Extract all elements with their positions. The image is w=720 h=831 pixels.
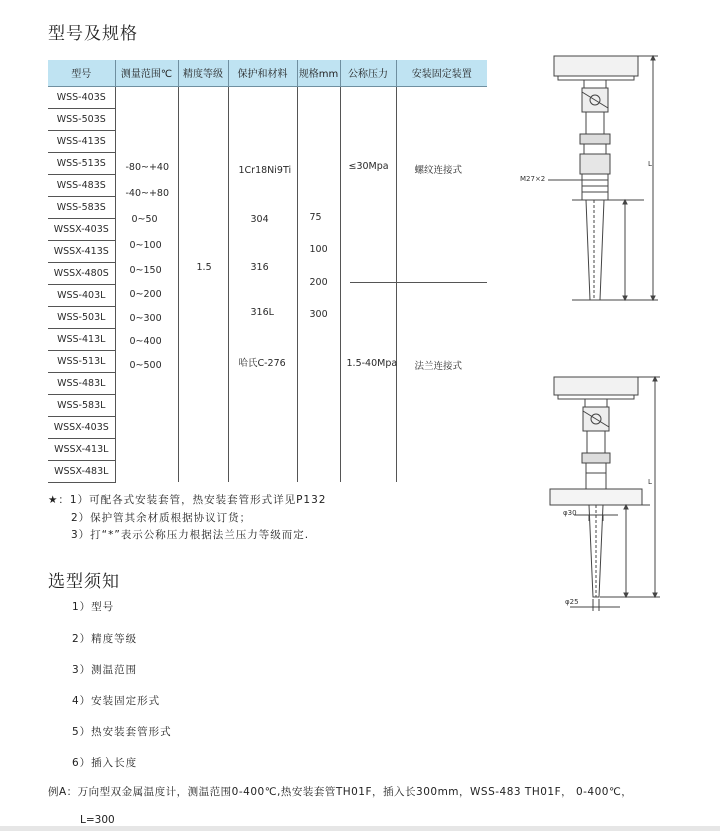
- material-value: 316: [250, 261, 269, 273]
- model-cell: WSS-503L: [48, 306, 115, 328]
- header-material: 保护和材料: [228, 60, 297, 86]
- notes: [48, 492, 326, 545]
- material-value: 哈氏C-276: [238, 357, 286, 369]
- model-cell: WSS-403S: [48, 86, 115, 108]
- selection-item: 1）型号: [72, 601, 115, 613]
- range-column: [115, 86, 178, 482]
- size-value: 200: [309, 276, 328, 288]
- mount-value-lower: 法兰连接式: [414, 360, 463, 372]
- selection-item: 5）热安装套管形式: [72, 726, 172, 738]
- model-cell: WSS-413L: [48, 328, 115, 350]
- model-cell: WSSX-480S: [48, 262, 115, 284]
- example-line-2: L=300: [80, 814, 115, 826]
- size-column: [297, 86, 340, 482]
- size-value: 300: [309, 308, 328, 320]
- thread-label: M27×2: [520, 175, 546, 183]
- range-value: 0~500: [129, 359, 162, 371]
- mount-value-upper: 螺纹连接式: [414, 164, 463, 176]
- header-range: 测量范围℃: [115, 60, 178, 86]
- header-model: 型号: [48, 60, 115, 86]
- model-cell: WSS-403L: [48, 284, 115, 306]
- diameter-30-label: φ30: [563, 509, 577, 517]
- mount-column: [396, 86, 487, 482]
- section-title-selection: 选型须知: [48, 572, 120, 592]
- material-value: 316L: [250, 306, 274, 318]
- model-cell: WSS-483L: [48, 372, 115, 394]
- range-value: -40~+80: [125, 187, 170, 199]
- model-cell: WSSX-403S: [48, 416, 115, 438]
- material-value: 304: [250, 213, 269, 225]
- model-cell: WSS-513L: [48, 350, 115, 372]
- flanged-thermometer-drawing: [530, 373, 670, 613]
- note-1: ★：1）可配各式安装套管，热安装套管形式详见P132: [48, 494, 327, 506]
- diameter-25-label: φ25: [565, 598, 579, 606]
- range-value: 0~150: [129, 264, 162, 276]
- model-cell: WSS-413S: [48, 130, 115, 152]
- accuracy-value: 1.5: [196, 261, 212, 273]
- model-cell: WSS-513S: [48, 152, 115, 174]
- pressure-value-upper: ≤30Mpa: [348, 160, 389, 172]
- model-cell: WSSX-403S: [48, 218, 115, 240]
- header-pressure: 公称压力: [340, 60, 396, 86]
- length-label-top: L: [648, 160, 652, 168]
- selection-item: 6）插入长度: [72, 757, 138, 769]
- header-accuracy: 精度等级: [178, 60, 228, 86]
- selection-item: 4）安装固定形式: [72, 695, 161, 707]
- selection-item: 3）测温范围: [72, 664, 138, 676]
- example-line-1: 例A：万向型双金属温度计，测温范围0-400℃,热安装套管TH01F，插入长300mm，WSS-483 TH01F， 0-400℃，: [48, 786, 633, 798]
- header-size: 规格mm: [297, 60, 340, 86]
- range-value: 0~50: [131, 213, 158, 225]
- size-value: 75: [309, 211, 322, 223]
- range-value: 0~400: [129, 335, 162, 347]
- range-value: 0~300: [129, 312, 162, 324]
- pressure-column: [340, 86, 396, 482]
- note-3: 3）打“*”表示公称压力根据法兰压力等级而定.: [71, 529, 310, 541]
- range-value: -80~+40: [125, 161, 170, 173]
- model-cell: WSS-503S: [48, 108, 115, 130]
- accuracy-column: [178, 86, 228, 482]
- model-cell: WSS-483S: [48, 174, 115, 196]
- pressure-divider: [350, 282, 487, 283]
- table-row: [48, 86, 487, 108]
- material-value: 1Cr18Ni9Ti: [238, 164, 292, 176]
- footer-bar: [0, 826, 720, 831]
- table-header-row: [48, 60, 487, 86]
- header-mount: 安装固定装置: [396, 60, 487, 86]
- model-cell: WSSX-483L: [48, 460, 115, 482]
- spec-table: [48, 60, 487, 483]
- model-cell: WSSX-413S: [48, 240, 115, 262]
- range-value: 0~200: [129, 288, 162, 300]
- model-cell: WSSX-413L: [48, 438, 115, 460]
- selection-item: 2）精度等级: [72, 633, 138, 645]
- range-value: 0~100: [129, 239, 162, 251]
- size-value: 100: [309, 243, 328, 255]
- material-column: [228, 86, 297, 482]
- pressure-value-lower: 1.5-40Mpa: [346, 357, 398, 369]
- note-2: 2）保护管其余材质根据协议订货；: [71, 511, 252, 524]
- section-title-models: 型号及规格: [48, 24, 138, 44]
- model-cell: WSS-583L: [48, 394, 115, 416]
- length-label-bottom: L: [648, 478, 652, 486]
- model-cell: WSS-583S: [48, 196, 115, 218]
